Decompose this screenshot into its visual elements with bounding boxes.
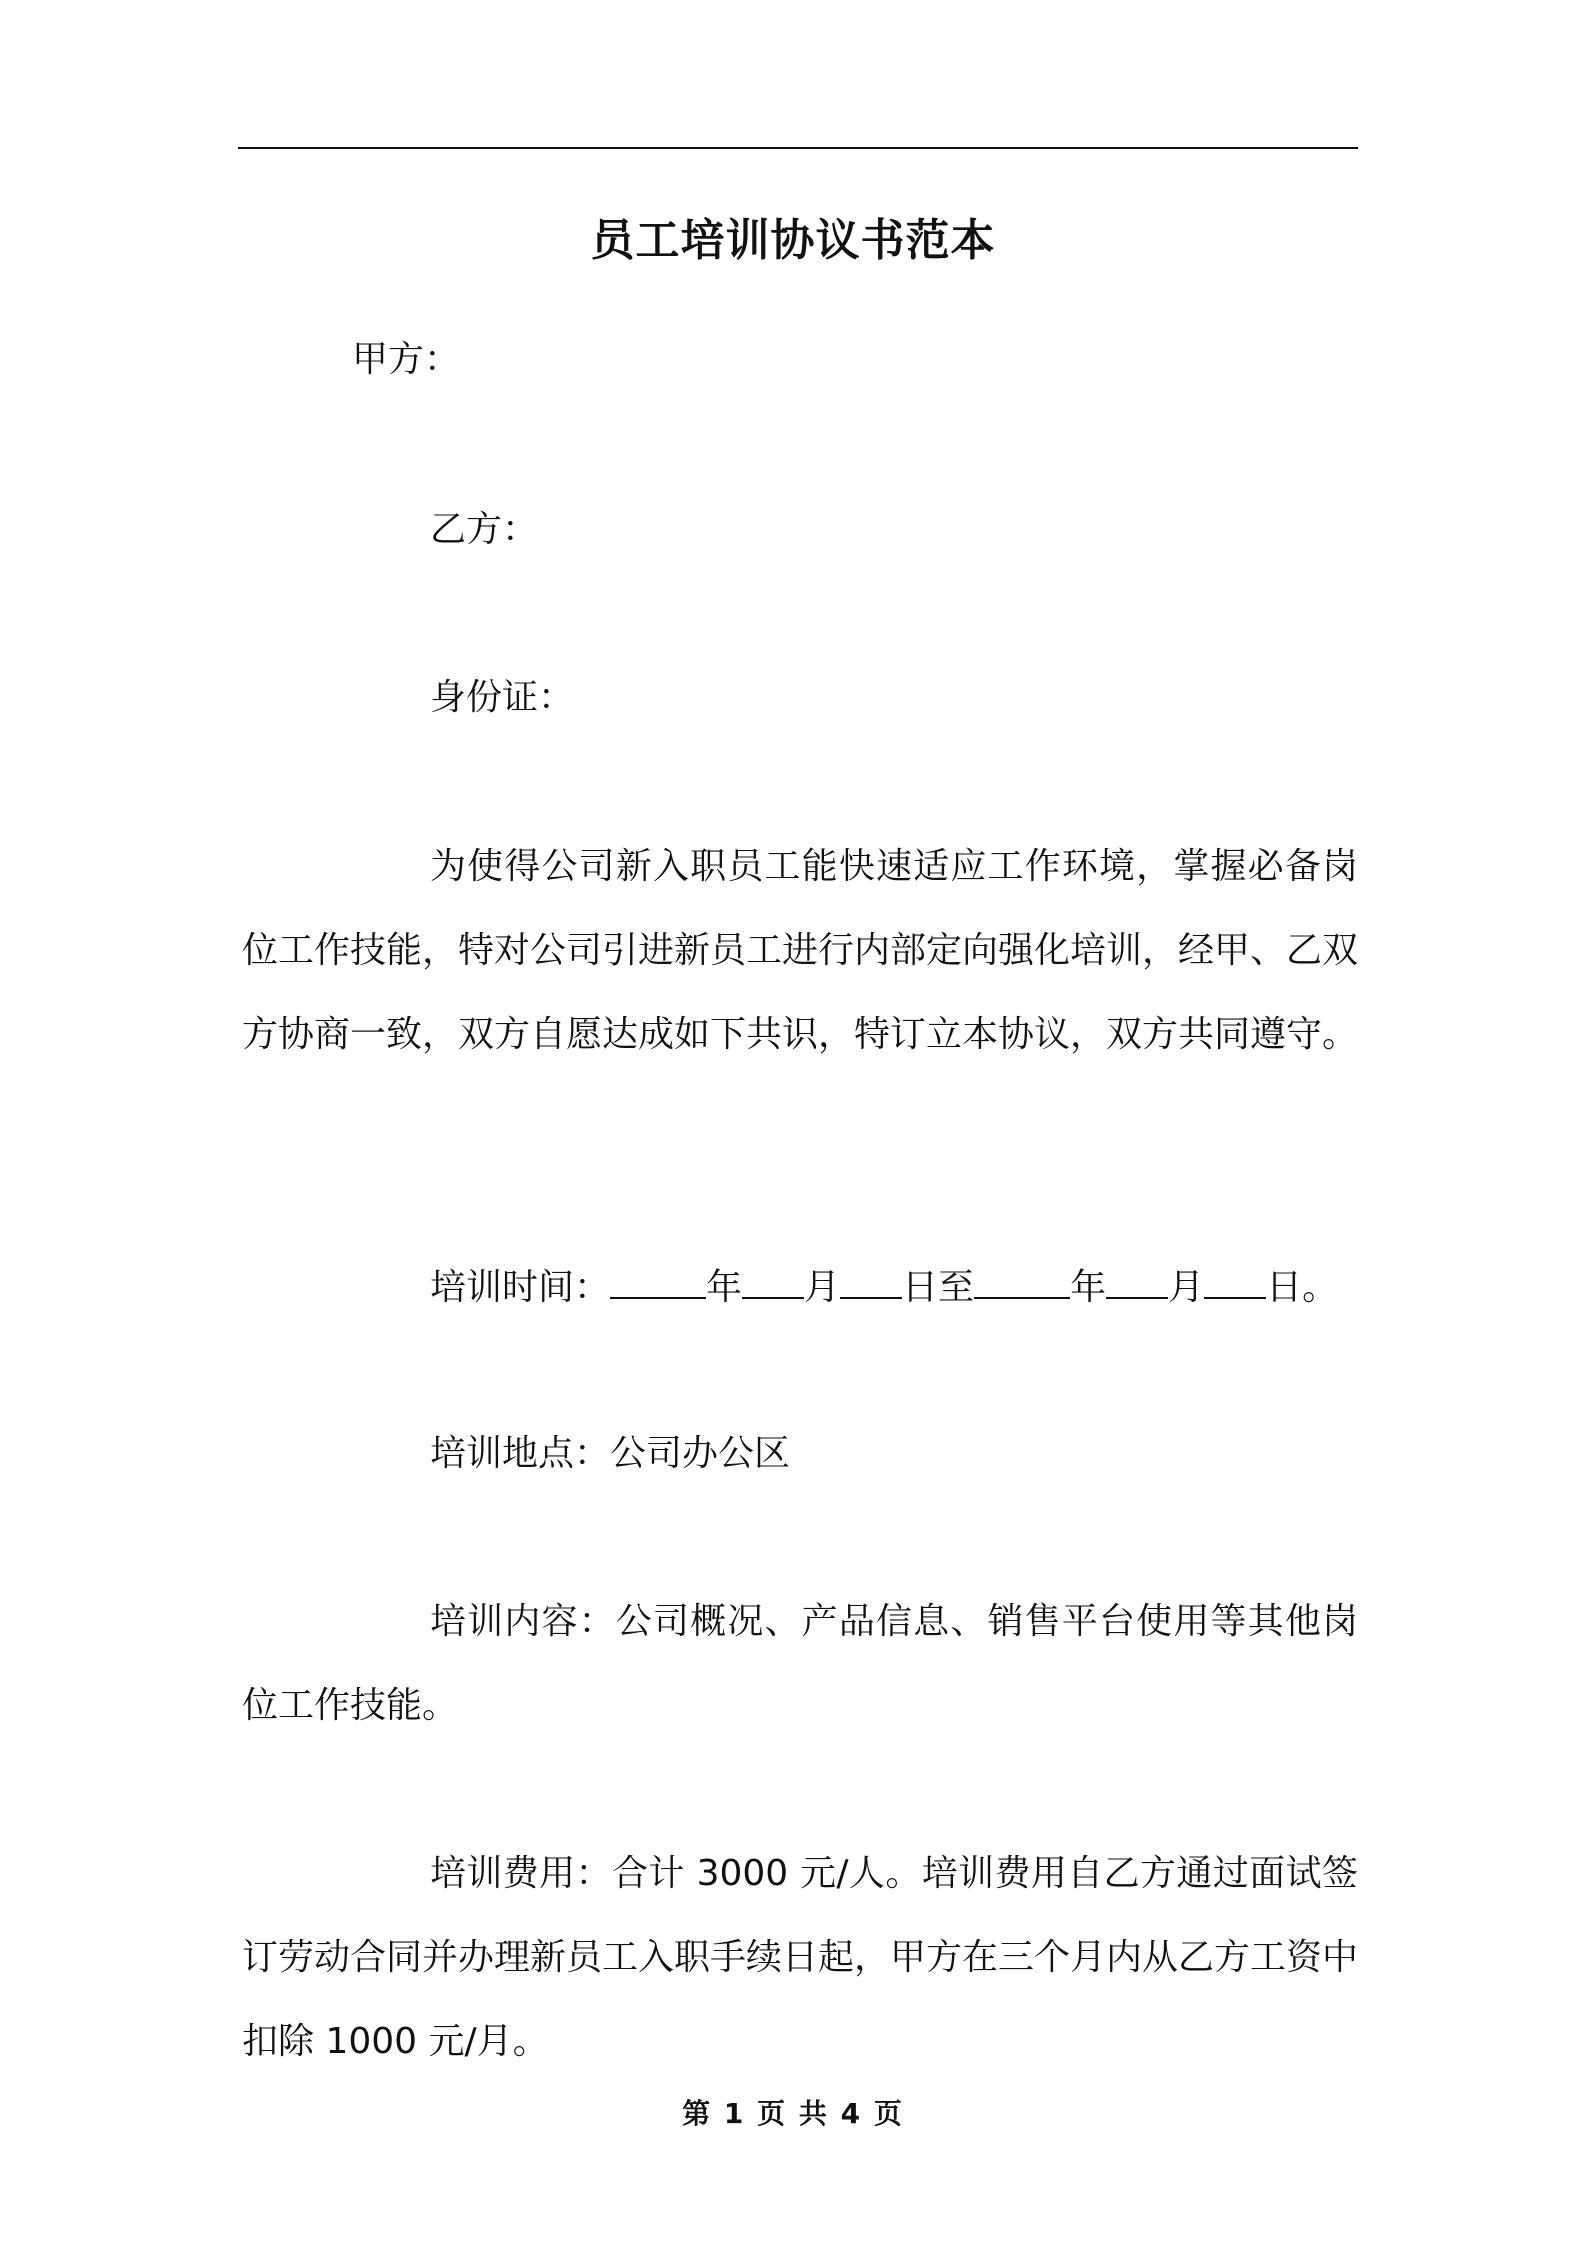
start-month-blank [742,1267,804,1299]
end-year-unit: 年 [1070,1267,1107,1308]
start-month-unit: 月 [804,1267,841,1308]
start-year-blank [610,1267,706,1299]
page-indicator: 第 1 页 共 4 页 [682,2097,904,2130]
training-location: 培训地点：公司办公区 [430,1433,791,1474]
end-day-unit: 日。 [1266,1267,1339,1308]
end-month-blank [1106,1267,1168,1299]
training-fee-paragraph: 培训费用：合计 3000 元/人。培训费用自乙方通过面试签订劳动合同并办理新员工入职手续日起，甲方在三个月内从乙方工资中扣除 1000 元/月。 [242,1853,1359,2062]
intro-paragraph: 为使得公司新入职员工能快速适应工作环境，掌握必备岗位工作技能，特对公司引进新员工进行内部定向强化培训，经甲、乙双方协商一致，双方自愿达成如下共识，特订立本协议，双方共同遵守。 [242,846,1359,1055]
start-day-to: 日至 [902,1267,975,1308]
start-year-unit: 年 [706,1267,743,1308]
header-rule [238,147,1358,149]
document-title: 员工培训协议书范本 [590,215,996,266]
training-content-paragraph: 培训内容：公司概况、产品信息、销售平台使用等其他岗位工作技能。 [242,1601,1358,1726]
party-a-label: 甲方： [352,339,461,380]
end-year-blank [974,1267,1070,1299]
training-time-label: 培训时间： [430,1267,611,1308]
end-month-unit: 月 [1168,1267,1205,1308]
start-day-blank [840,1267,902,1299]
training-time-line [430,1266,1338,1310]
party-b-label: 乙方： [430,509,539,550]
end-day-blank [1204,1267,1266,1299]
id-card-label: 身份证： [430,677,575,718]
